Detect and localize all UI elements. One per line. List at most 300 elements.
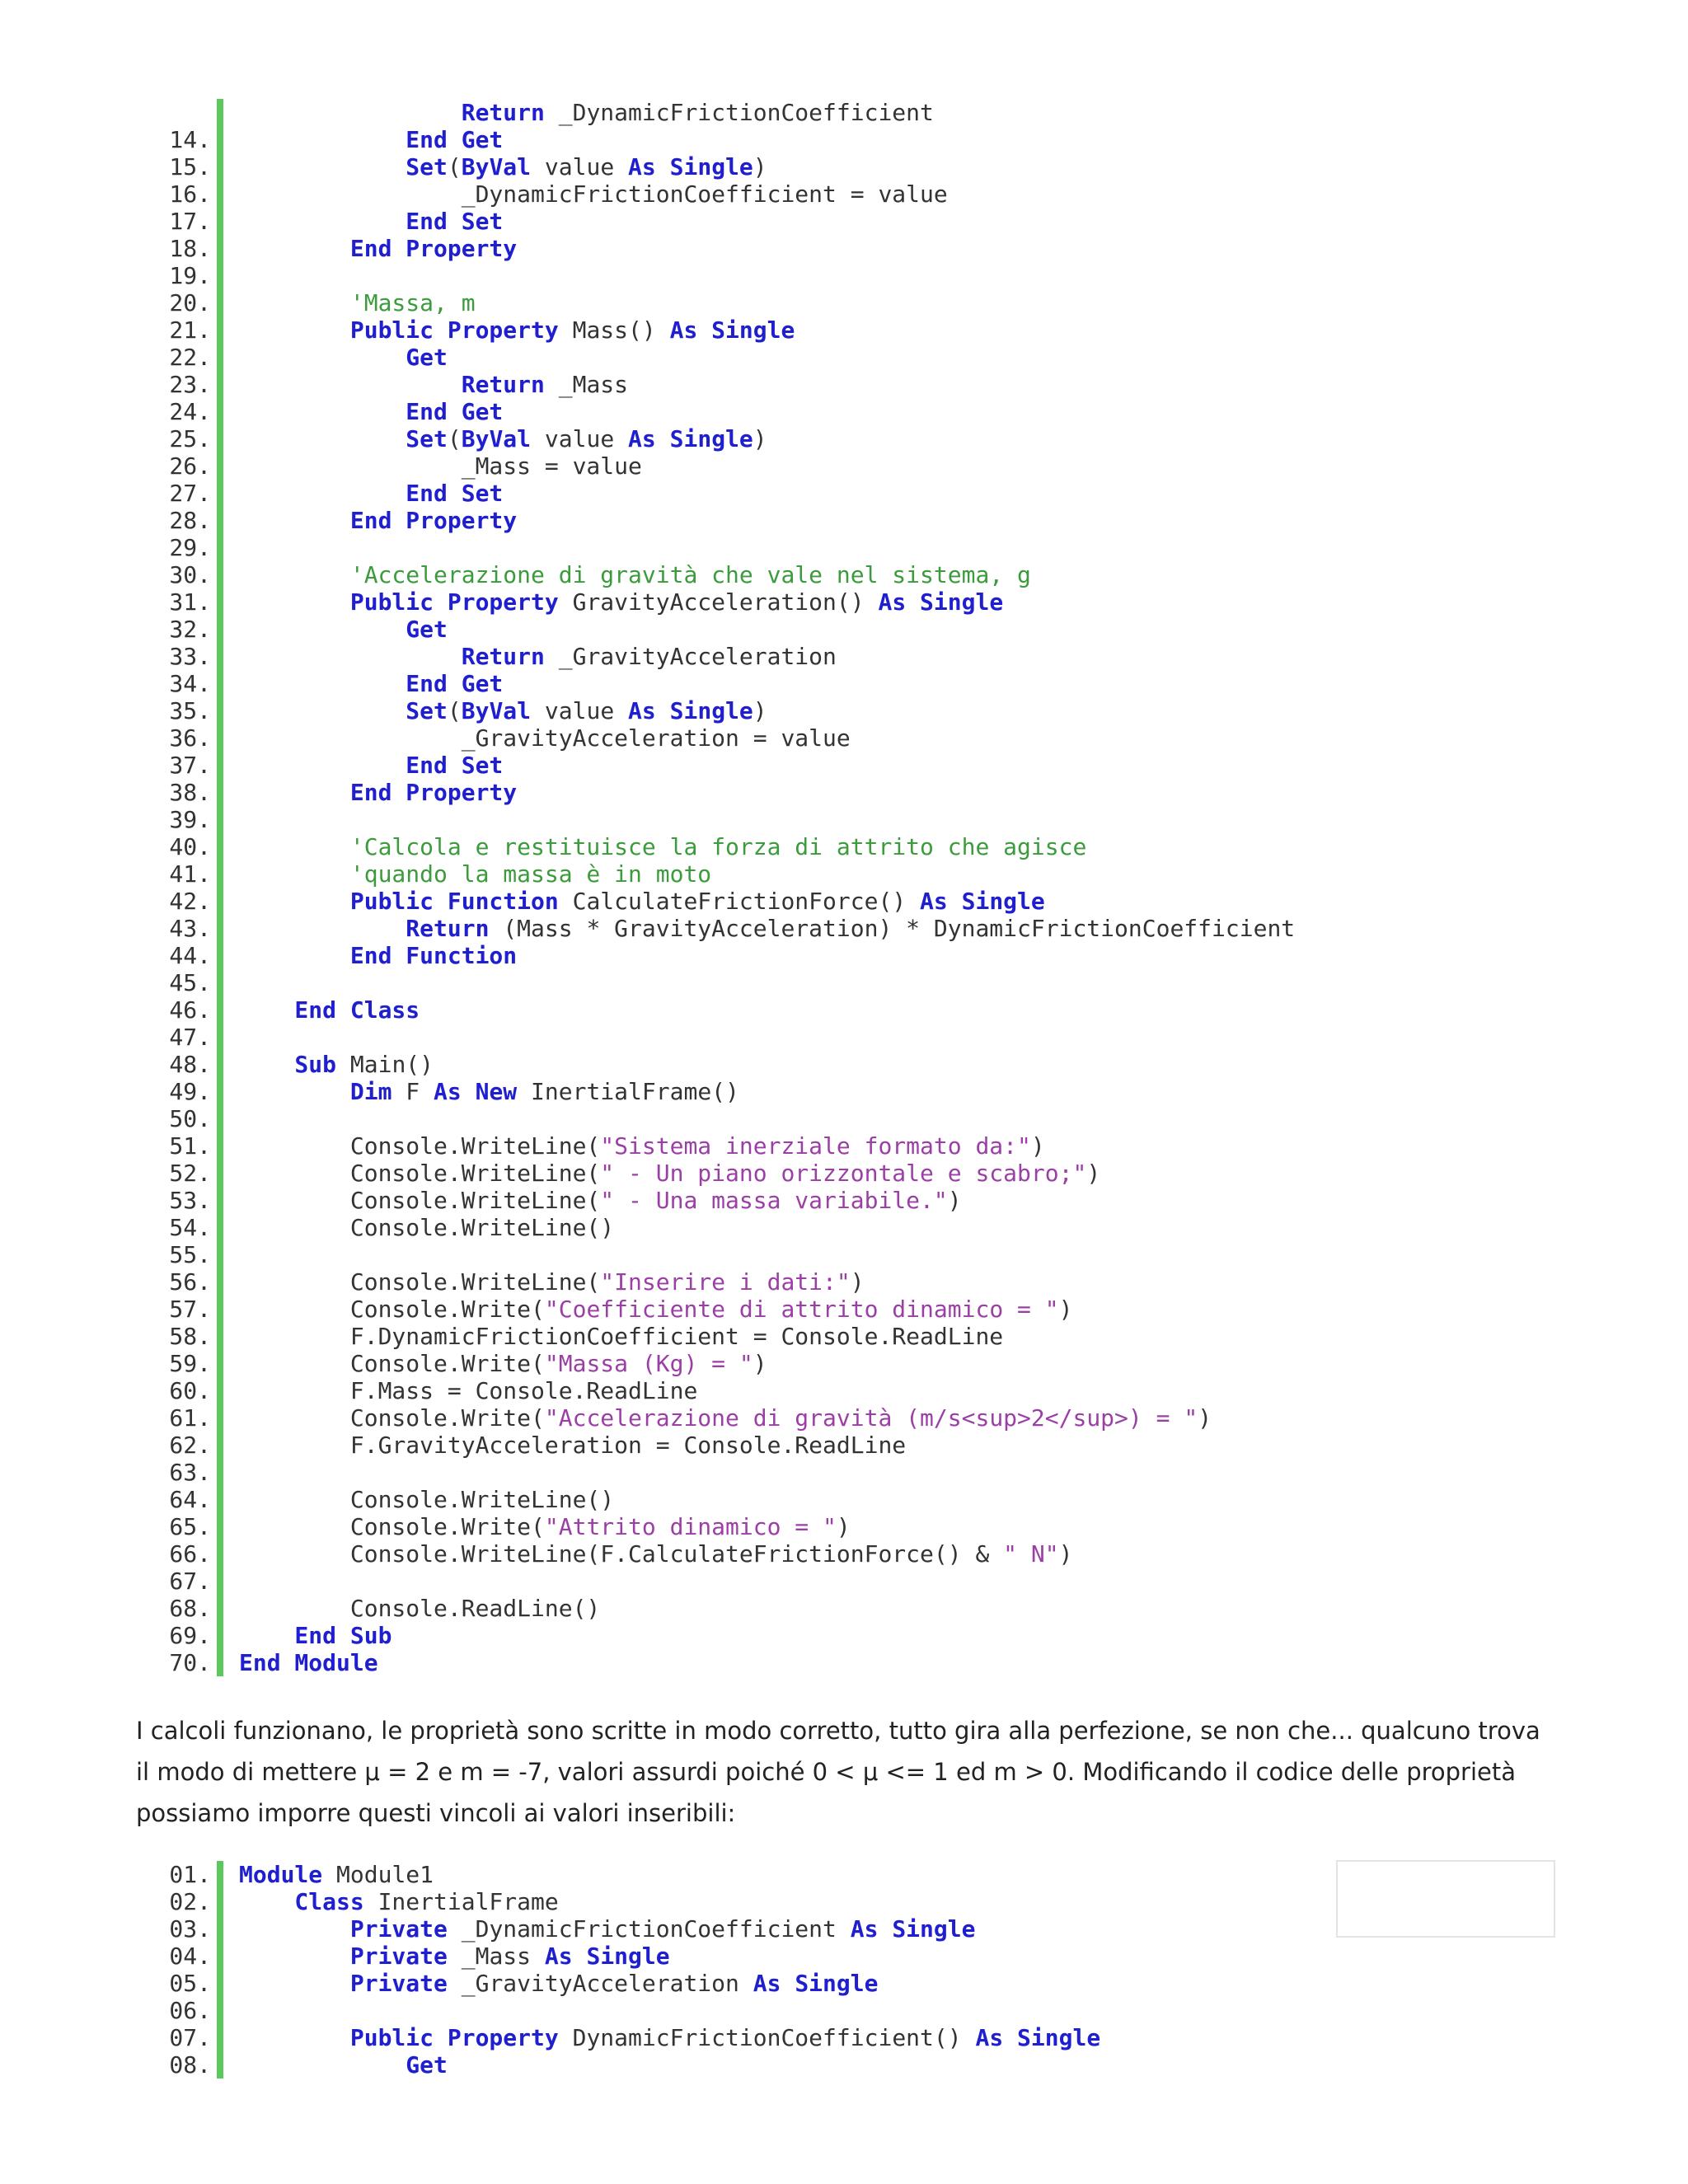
code-token: value	[531, 153, 629, 180]
line-number: 43.	[169, 915, 211, 942]
code-line	[132, 126, 504, 153]
code-line	[132, 480, 504, 507]
code-line	[132, 1105, 211, 1132]
code-token: Public Function	[239, 888, 559, 915]
code-line	[132, 398, 504, 425]
code-token: Private	[239, 1970, 448, 1997]
code-token: As New	[434, 1078, 518, 1105]
line-number: 62.	[169, 1432, 211, 1459]
code-token: "Accelerazione di gravità (m/s<sup>2</sup>) = "	[544, 1404, 1198, 1432]
code-line	[132, 289, 476, 316]
code-line	[132, 1622, 392, 1649]
code-line	[132, 588, 1004, 616]
code-token: Module	[239, 1861, 323, 1888]
line-number: 44.	[169, 942, 211, 969]
code-token: F	[392, 1078, 434, 1105]
line-number: 31.	[169, 588, 211, 616]
code-token: F.Mass = Console.ReadLine	[239, 1377, 698, 1404]
code-token: End Set	[239, 752, 504, 779]
code-line	[132, 1540, 1073, 1568]
code-line	[132, 1214, 615, 1241]
code-line	[132, 371, 629, 398]
line-number: 29.	[169, 534, 211, 561]
code-line	[132, 316, 795, 344]
code-token: As Single	[628, 425, 753, 452]
line-number: 67.	[169, 1568, 211, 1595]
code-text	[239, 1861, 434, 1888]
code-token: )	[1198, 1404, 1212, 1432]
code-text	[239, 2024, 1100, 2051]
code-token: Console.WriteLine(	[239, 1187, 601, 1214]
code-line	[132, 1513, 851, 1540]
code-line	[132, 1024, 211, 1051]
code-line	[132, 969, 211, 996]
code-line	[132, 208, 504, 235]
code-line	[132, 534, 211, 561]
line-number: 69.	[169, 1622, 211, 1649]
code-token: _Mass = value	[239, 452, 642, 480]
code-line	[132, 425, 767, 452]
code-line	[132, 1323, 1004, 1350]
code-token: End Property	[239, 779, 518, 806]
line-number: 57.	[169, 1296, 211, 1323]
code-token: Public Property	[239, 2024, 559, 2051]
code-text	[239, 752, 503, 779]
code-line	[132, 806, 211, 833]
code-text	[239, 507, 517, 534]
code-token: Private	[239, 1915, 448, 1943]
line-number: 68.	[169, 1595, 211, 1622]
code-text	[239, 289, 476, 316]
code-token: _Mass	[447, 1943, 545, 1970]
line-number: 66.	[169, 1540, 211, 1568]
code-token: Module1	[322, 1861, 434, 1888]
code-text	[239, 99, 934, 126]
code-line	[132, 2051, 448, 2079]
code-line	[132, 697, 767, 724]
code-text	[239, 1160, 1100, 1187]
code-token: _DynamicFrictionCoefficient	[544, 99, 934, 126]
line-number: 48.	[169, 1051, 211, 1078]
code-text	[239, 1649, 378, 1676]
code-text	[239, 1486, 614, 1513]
line-number: 42.	[169, 888, 211, 915]
code-line	[132, 1486, 615, 1513]
line-number: 18.	[169, 235, 211, 262]
code-token: (	[447, 697, 462, 724]
code-text	[239, 1404, 1212, 1432]
code-text	[239, 126, 503, 153]
line-number: 32.	[169, 616, 211, 643]
code-text	[239, 860, 711, 888]
code-line	[132, 1649, 378, 1676]
code-token: End Get	[239, 126, 504, 153]
code-text	[239, 153, 767, 180]
paragraph-line: possiamo imporre questi vincoli ai valori inseribili:	[136, 1799, 736, 1827]
code-line	[132, 1350, 767, 1377]
code-text	[239, 452, 642, 480]
line-number: 55.	[169, 1241, 211, 1268]
code-token: _DynamicFrictionCoefficient	[447, 1915, 851, 1943]
code-token: Mass()	[558, 316, 670, 344]
code-token: GravityAcceleration()	[558, 588, 879, 616]
code-text	[239, 425, 767, 452]
line-number: 24.	[169, 398, 211, 425]
code-line	[132, 643, 837, 670]
line-number: 45.	[169, 969, 211, 996]
line-number: 47.	[169, 1024, 211, 1051]
line-number: 38.	[169, 779, 211, 806]
line-number: 08.	[169, 2051, 211, 2079]
code-token: )	[1030, 1132, 1045, 1160]
code-line	[132, 752, 504, 779]
code-token: "Sistema inerziale formato da:"	[600, 1132, 1031, 1160]
code-text	[239, 1970, 878, 1997]
line-number: 63.	[169, 1459, 211, 1486]
code-token: "Massa (Kg) = "	[544, 1350, 753, 1377]
line-number: 16.	[169, 180, 211, 208]
code-token: )	[836, 1513, 851, 1540]
line-number: 70.	[169, 1649, 211, 1676]
code-text	[239, 1943, 670, 1970]
code-token: Set	[239, 425, 448, 452]
code-line	[132, 1377, 698, 1404]
line-number: 33.	[169, 643, 211, 670]
code-token: Get	[239, 616, 448, 643]
code-token: Dim	[239, 1078, 392, 1105]
code-token: Class	[239, 1888, 364, 1915]
code-token: )	[1058, 1296, 1073, 1323]
paragraph-line: il modo di mettere μ = 2 e m = -7, valori assurdi poiché 0 < μ <= 1 ed m > 0. Modificando il codice delle proprietà	[136, 1758, 1516, 1786]
code-token: "Inserire i dati:"	[600, 1268, 851, 1296]
code-line	[132, 153, 767, 180]
code-token: As Single	[878, 588, 1004, 616]
code-text	[239, 1513, 851, 1540]
code-line	[132, 779, 518, 806]
line-number: 20.	[169, 289, 211, 316]
code-line	[132, 235, 518, 262]
code-token: Set	[239, 153, 448, 180]
code-line	[132, 1888, 559, 1915]
code-text	[239, 208, 503, 235]
code-token: Console.Write(	[239, 1513, 545, 1540]
code-line	[132, 1970, 879, 1997]
code-line	[132, 2024, 1101, 2051]
code-token: (	[447, 425, 462, 452]
explanation-paragraph	[136, 1710, 1554, 1834]
line-number: 03.	[169, 1915, 211, 1943]
code-token: Console.WriteLine()	[239, 1214, 615, 1241]
code-line	[132, 1997, 211, 2024]
line-number: 06.	[169, 1997, 211, 2024]
code-text	[239, 1051, 434, 1078]
line-number: 54.	[169, 1214, 211, 1241]
code-gutter-bar	[217, 99, 223, 1676]
code-token: End Function	[239, 942, 518, 969]
code-token: ByVal	[461, 153, 532, 180]
line-number: 02.	[169, 1888, 211, 1915]
code-token: DynamicFrictionCoefficient()	[558, 2024, 976, 2051]
code-line	[132, 724, 851, 752]
code-text	[239, 180, 948, 208]
line-number: 64.	[169, 1486, 211, 1513]
line-number: 04.	[169, 1943, 211, 1970]
code-token: Return	[239, 643, 545, 670]
code-line	[132, 1051, 434, 1078]
code-token: 'quando la massa è in moto	[239, 860, 712, 888]
code-text	[239, 724, 851, 752]
code-token: 'Accelerazione di gravità che vale nel sistema, g	[239, 561, 1031, 588]
code-line	[132, 561, 1031, 588]
code-text	[239, 371, 628, 398]
line-number: 07.	[169, 2024, 211, 2051]
code-line	[132, 1459, 211, 1486]
line-number: 34.	[169, 670, 211, 697]
code-token: Console.WriteLine(F.CalculateFrictionForce() &	[239, 1540, 1004, 1568]
code-token: End Sub	[239, 1622, 392, 1649]
line-number: 28.	[169, 507, 211, 534]
line-number: 19.	[169, 262, 211, 289]
line-number: 22.	[169, 344, 211, 371]
code-text	[239, 697, 767, 724]
code-token: "Coefficiente di attrito dinamico = "	[544, 1296, 1059, 1323]
line-number: 40.	[169, 833, 211, 860]
code-token: " - Una massa variabile."	[600, 1187, 948, 1214]
code-line	[132, 888, 1045, 915]
code-token: As Single	[920, 888, 1045, 915]
code-token: Sub	[239, 1051, 337, 1078]
code-text	[239, 942, 517, 969]
code-token: Public Property	[239, 316, 559, 344]
code-text	[239, 616, 448, 643]
code-block-top	[132, 99, 1582, 1676]
code-line	[132, 1595, 601, 1622]
code-line	[132, 833, 1087, 860]
code-token: As Single	[544, 1943, 670, 1970]
code-line	[132, 670, 504, 697]
code-text	[239, 2051, 448, 2079]
line-number: 23.	[169, 371, 211, 398]
line-number: 50.	[169, 1105, 211, 1132]
code-token: " N"	[1003, 1540, 1059, 1568]
line-number: 05.	[169, 1970, 211, 1997]
code-line	[132, 1861, 434, 1888]
code-text	[239, 1915, 975, 1943]
code-token: "Attrito dinamico = "	[544, 1513, 837, 1540]
code-line	[132, 1915, 976, 1943]
code-text	[239, 888, 1045, 915]
code-text	[239, 1296, 1072, 1323]
code-token: End Module	[239, 1649, 378, 1676]
code-text	[239, 1214, 614, 1241]
empty-ad-box	[1336, 1860, 1555, 1938]
code-token: As Single	[753, 1970, 879, 1997]
line-number: 26.	[169, 452, 211, 480]
code-token: Console.Write(	[239, 1296, 545, 1323]
line-number: 39.	[169, 806, 211, 833]
code-token: CalculateFrictionForce()	[558, 888, 921, 915]
code-token: _GravityAcceleration = value	[239, 724, 851, 752]
code-token: )	[947, 1187, 962, 1214]
line-number: 52.	[169, 1160, 211, 1187]
code-token: _GravityAcceleration	[544, 643, 837, 670]
code-text	[239, 1078, 739, 1105]
code-token: Console.ReadLine()	[239, 1595, 601, 1622]
code-text	[239, 480, 503, 507]
code-text	[239, 1888, 559, 1915]
code-token: End Get	[239, 398, 504, 425]
line-number: 41.	[169, 860, 211, 888]
code-line	[132, 1241, 211, 1268]
code-line	[132, 860, 712, 888]
code-token: value	[531, 697, 629, 724]
line-number: 59.	[169, 1350, 211, 1377]
code-text	[239, 1595, 600, 1622]
code-token: )	[1086, 1160, 1101, 1187]
code-token: _Mass	[544, 371, 629, 398]
code-token: End Property	[239, 507, 518, 534]
code-line	[132, 1268, 865, 1296]
line-number: 27.	[169, 480, 211, 507]
line-number: 35.	[169, 697, 211, 724]
code-token: Return	[239, 99, 545, 126]
line-number: 17.	[169, 208, 211, 235]
code-token: )	[753, 697, 767, 724]
code-text	[239, 996, 420, 1024]
line-number: 15.	[169, 153, 211, 180]
code-line	[132, 99, 934, 126]
code-token: End Set	[239, 480, 504, 507]
code-token: )	[753, 153, 767, 180]
code-text	[239, 1323, 1003, 1350]
code-text	[239, 1432, 906, 1459]
code-token: As Single	[669, 316, 795, 344]
line-number: 58.	[169, 1323, 211, 1350]
code-line	[132, 452, 642, 480]
code-token: _DynamicFrictionCoefficient = value	[239, 180, 948, 208]
code-token: As Single	[975, 2024, 1101, 2051]
line-number: 46.	[169, 996, 211, 1024]
code-text	[239, 316, 795, 344]
line-number: 65.	[169, 1513, 211, 1540]
line-number: 36.	[169, 724, 211, 752]
code-token: 'Massa, m	[239, 289, 476, 316]
code-token: Console.WriteLine(	[239, 1268, 601, 1296]
paragraph-line: I calcoli funzionano, le proprietà sono scritte in modo corretto, tutto gira alla perfezione, se non che... qualcuno trova	[136, 1717, 1540, 1745]
code-token: Set	[239, 697, 448, 724]
code-token: Public Property	[239, 588, 559, 616]
code-text	[239, 344, 448, 371]
code-token: F.GravityAcceleration = Console.ReadLine	[239, 1432, 907, 1459]
code-token: (Mass * GravityAcceleration) * DynamicFrictionCoefficient	[489, 915, 1296, 942]
line-number: 14.	[169, 126, 211, 153]
line-number: 56.	[169, 1268, 211, 1296]
code-token: As Single	[850, 1915, 976, 1943]
line-number: 37.	[169, 752, 211, 779]
code-token: End Get	[239, 670, 504, 697]
code-text	[239, 643, 837, 670]
code-token: )	[850, 1268, 865, 1296]
code-token: 'Calcola e restituisce la forza di attrito che agisce	[239, 833, 1087, 860]
code-text	[239, 833, 1086, 860]
code-token: _GravityAcceleration	[447, 1970, 753, 1997]
line-number: 60.	[169, 1377, 211, 1404]
line-number: 53.	[169, 1187, 211, 1214]
code-token: Console.Write(	[239, 1350, 545, 1377]
code-line	[132, 1078, 739, 1105]
code-token: Console.WriteLine()	[239, 1486, 615, 1513]
code-text	[239, 588, 1003, 616]
code-token: Console.Write(	[239, 1404, 545, 1432]
code-text	[239, 398, 503, 425]
code-token: Console.WriteLine(	[239, 1160, 601, 1187]
code-token: F.DynamicFrictionCoefficient = Console.ReadLine	[239, 1323, 1004, 1350]
code-token: value	[531, 425, 629, 452]
code-text	[239, 779, 517, 806]
code-line	[132, 1432, 907, 1459]
code-token: As Single	[628, 697, 753, 724]
code-line	[132, 1296, 1073, 1323]
code-token: )	[1058, 1540, 1073, 1568]
code-token: Private	[239, 1943, 448, 1970]
code-line	[132, 1404, 1212, 1432]
code-line	[132, 1187, 962, 1214]
code-text	[239, 561, 1031, 588]
code-line	[132, 262, 211, 289]
code-token: InertialFrame	[363, 1888, 559, 1915]
code-token: )	[753, 425, 767, 452]
code-line	[132, 507, 518, 534]
code-token: (	[447, 153, 462, 180]
code-line	[132, 942, 518, 969]
code-text	[239, 1540, 1072, 1568]
code-token: Get	[239, 2051, 448, 2079]
code-line	[132, 180, 948, 208]
code-text	[239, 1622, 392, 1649]
code-text	[239, 915, 1295, 942]
code-text	[239, 235, 517, 262]
code-text	[239, 1350, 767, 1377]
code-token: ByVal	[461, 697, 532, 724]
code-gutter-bar	[217, 1861, 223, 2079]
code-line	[132, 1568, 211, 1595]
code-token: End Property	[239, 235, 518, 262]
code-line	[132, 1160, 1101, 1187]
line-number: 49.	[169, 1078, 211, 1105]
code-token: Return	[239, 915, 490, 942]
code-text	[239, 1132, 1045, 1160]
code-text	[239, 1187, 962, 1214]
code-token: " - Un piano orizzontale e scabro;"	[600, 1160, 1087, 1187]
code-line	[132, 1132, 1045, 1160]
code-text	[239, 1268, 865, 1296]
code-line	[132, 915, 1296, 942]
line-number: 25.	[169, 425, 211, 452]
code-text	[239, 1377, 697, 1404]
code-line	[132, 616, 448, 643]
code-text	[239, 670, 503, 697]
code-token: InertialFrame()	[517, 1078, 739, 1105]
code-line	[132, 1943, 670, 1970]
code-token: )	[753, 1350, 767, 1377]
code-token: End Set	[239, 208, 504, 235]
line-number: 01.	[169, 1861, 211, 1888]
code-token: Get	[239, 344, 448, 371]
code-token: Console.WriteLine(	[239, 1132, 601, 1160]
code-token: As Single	[628, 153, 753, 180]
line-number: 61.	[169, 1404, 211, 1432]
code-token: ByVal	[461, 425, 532, 452]
